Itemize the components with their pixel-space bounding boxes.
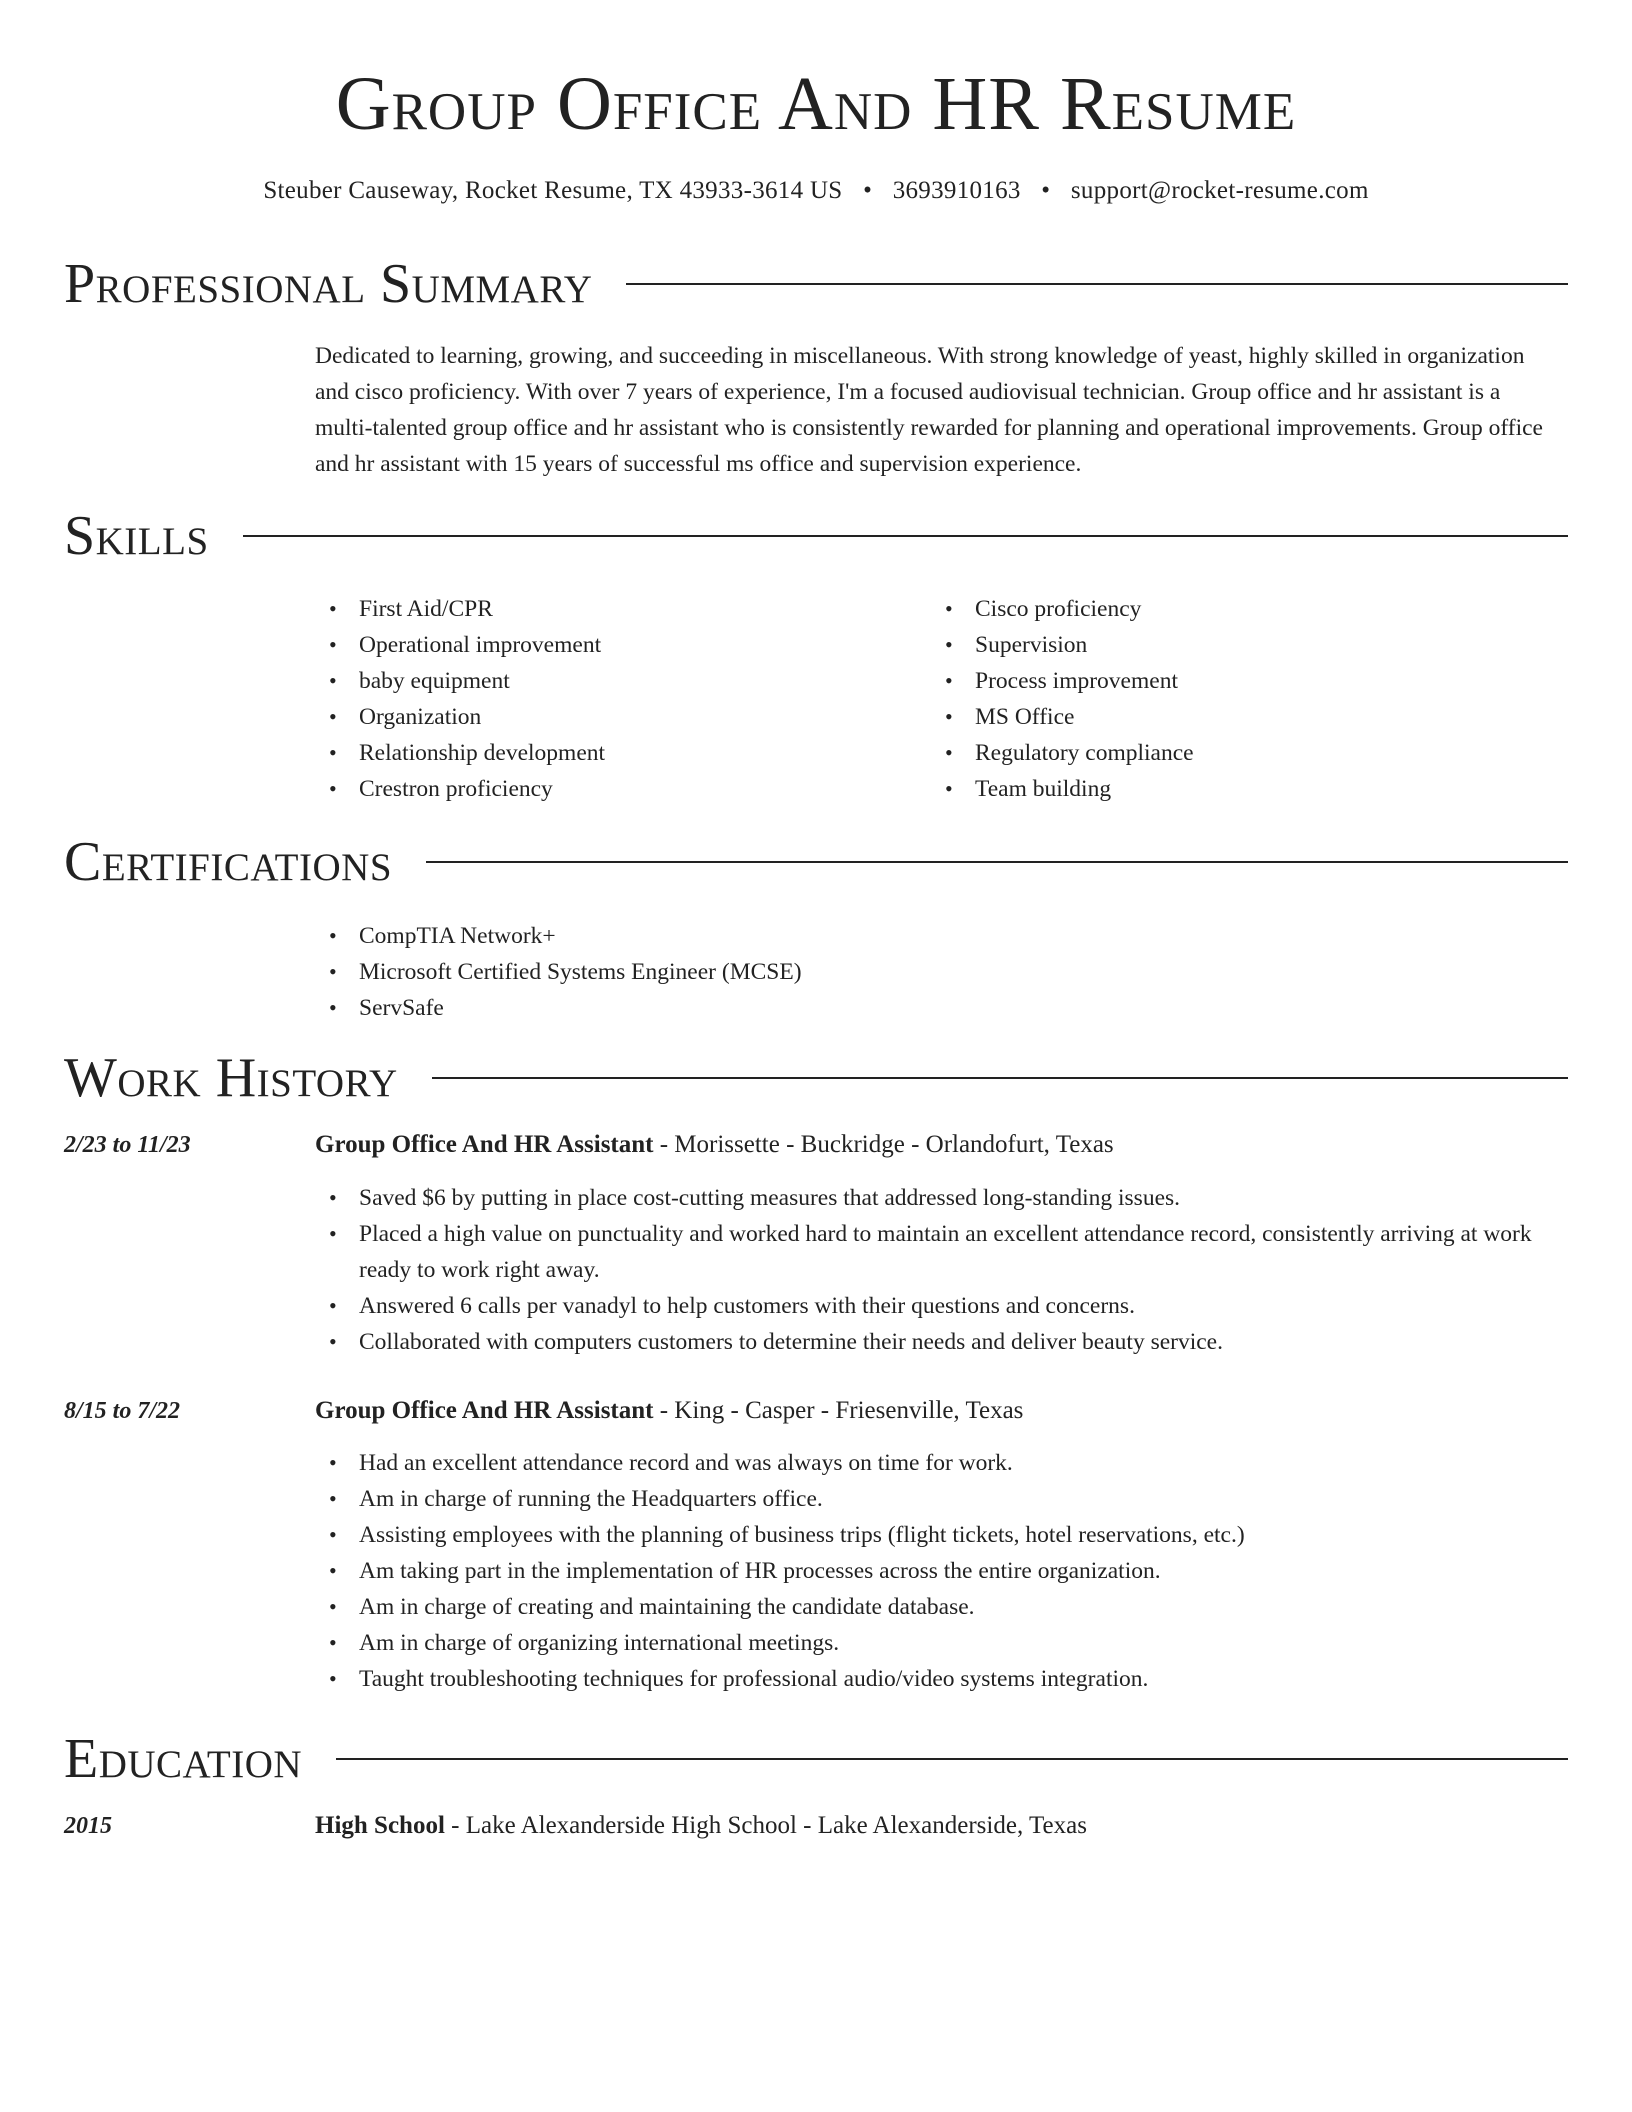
skill-item: • Process improvement	[931, 663, 1531, 699]
contact-line	[0, 173, 1632, 209]
duty-item: • Assisting employees with the planning of business trips (flight tickets, hotel reservations, etc.)	[315, 1517, 1555, 1553]
separator-bullet: •	[1041, 177, 1051, 204]
duty-item: • Am taking part in the implementation of HR processes across the entire organization.	[315, 1553, 1555, 1589]
skills-section-header	[64, 504, 1568, 568]
summary-text: Dedicated to learning, growing, and succeeding in miscellaneous. With strong knowledge of yeast, highly skilled in organization and cisco proficiency. With over 7 years of experience, I'm a focused audiovisual technician. Group office and hr assistant is a multi-talented group office and hr assistant who is consistently rewarded for planning and operational improvements. Group office and hr assistant with 15 years of successful ms office and supervision experience.	[315, 343, 1543, 477]
duty-item: • Am in charge of creating and maintaining the candidate database.	[315, 1589, 1555, 1625]
certification-item: • CompTIA Network+	[315, 918, 1515, 954]
skill-item: • Team building	[931, 771, 1531, 807]
address: Steuber Causeway, Rocket Resume, TX 43933-3614 US	[263, 177, 843, 204]
duty-item: • Saved $6 by putting in place cost-cutting measures that addressed long-standing issues.	[315, 1180, 1555, 1216]
section-title-skills: Skills	[64, 505, 209, 567]
skill-item: • MS Office	[931, 699, 1531, 735]
skill-item: • Operational improvement	[315, 627, 915, 663]
job-title: Group Office And HR Assistant	[315, 1397, 654, 1424]
certifications-list	[315, 918, 1515, 1026]
section-divider	[243, 535, 1568, 537]
section-title-work-history: Work History	[64, 1047, 398, 1109]
skills-list-right	[931, 591, 1531, 807]
section-title-certifications: Certifications	[64, 831, 393, 893]
job-heading	[315, 1127, 1114, 1163]
skill-item: • Supervision	[931, 627, 1531, 663]
education-degree: High School	[315, 1812, 445, 1839]
job-employer-location: - King - Casper - Friesenville, Texas	[653, 1397, 1024, 1424]
job-employer-location: - Morissette - Buckridge - Orlandofurt, Texas	[653, 1131, 1114, 1158]
section-divider	[336, 1758, 1568, 1760]
education-school-location: - Lake Alexanderside High School - Lake Alexanderside, Texas	[444, 1812, 1087, 1839]
skill-item: • Crestron proficiency	[315, 771, 915, 807]
duty-item: • Placed a high value on punctuality and worked hard to maintain an excellent attendance record, consistently arriving at work ready to work right away.	[315, 1216, 1555, 1288]
skill-item: • Cisco proficiency	[931, 591, 1531, 627]
job-heading	[315, 1393, 1023, 1429]
certification-item: • Microsoft Certified Systems Engineer (MCSE)	[315, 954, 1515, 990]
certification-item: • ServSafe	[315, 990, 1515, 1026]
summary-section-header	[64, 252, 1568, 316]
duty-item: • Am in charge of running the Headquarters office.	[315, 1481, 1555, 1517]
section-divider	[432, 1077, 1568, 1079]
duty-item: • Had an excellent attendance record and was always on time for work.	[315, 1445, 1555, 1481]
email: support@rocket-resume.com	[1070, 177, 1369, 204]
work-section-header	[64, 1046, 1568, 1110]
duty-item: • Taught troubleshooting techniques for professional audio/video systems integration.	[315, 1661, 1555, 1697]
section-divider	[626, 283, 1568, 285]
job-title: Group Office And HR Assistant	[315, 1131, 654, 1158]
resume-title: Group Office And HR Resume	[335, 62, 1297, 146]
education-heading	[315, 1808, 1087, 1844]
job-dates: 8/15 to 7/22	[64, 1398, 181, 1424]
section-divider	[426, 861, 1568, 863]
skills-list-left	[315, 591, 915, 807]
duty-item: • Answered 6 calls per vanadyl to help customers with their questions and concerns.	[315, 1288, 1555, 1324]
separator-bullet: •	[863, 177, 873, 204]
skill-item: • Relationship development	[315, 735, 915, 771]
skill-item: • First Aid/CPR	[315, 591, 915, 627]
certifications-section-header	[64, 830, 1568, 894]
job-dates: 2/23 to 11/23	[64, 1132, 191, 1158]
skill-item: • baby equipment	[315, 663, 915, 699]
section-title-summary: Professional Summary	[64, 253, 593, 315]
skill-item: • Regulatory compliance	[931, 735, 1531, 771]
job-duties-list	[315, 1445, 1555, 1697]
job-duties-list	[315, 1180, 1555, 1360]
section-title-education: Education	[64, 1728, 303, 1790]
education-section-header	[64, 1727, 1568, 1791]
skill-item: • Organization	[315, 699, 915, 735]
education-year: 2015	[64, 1813, 112, 1839]
duty-item: • Collaborated with computers customers to determine their needs and deliver beauty service.	[315, 1324, 1555, 1360]
duty-item: • Am in charge of organizing international meetings.	[315, 1625, 1555, 1661]
phone: 3693910163	[892, 177, 1021, 204]
